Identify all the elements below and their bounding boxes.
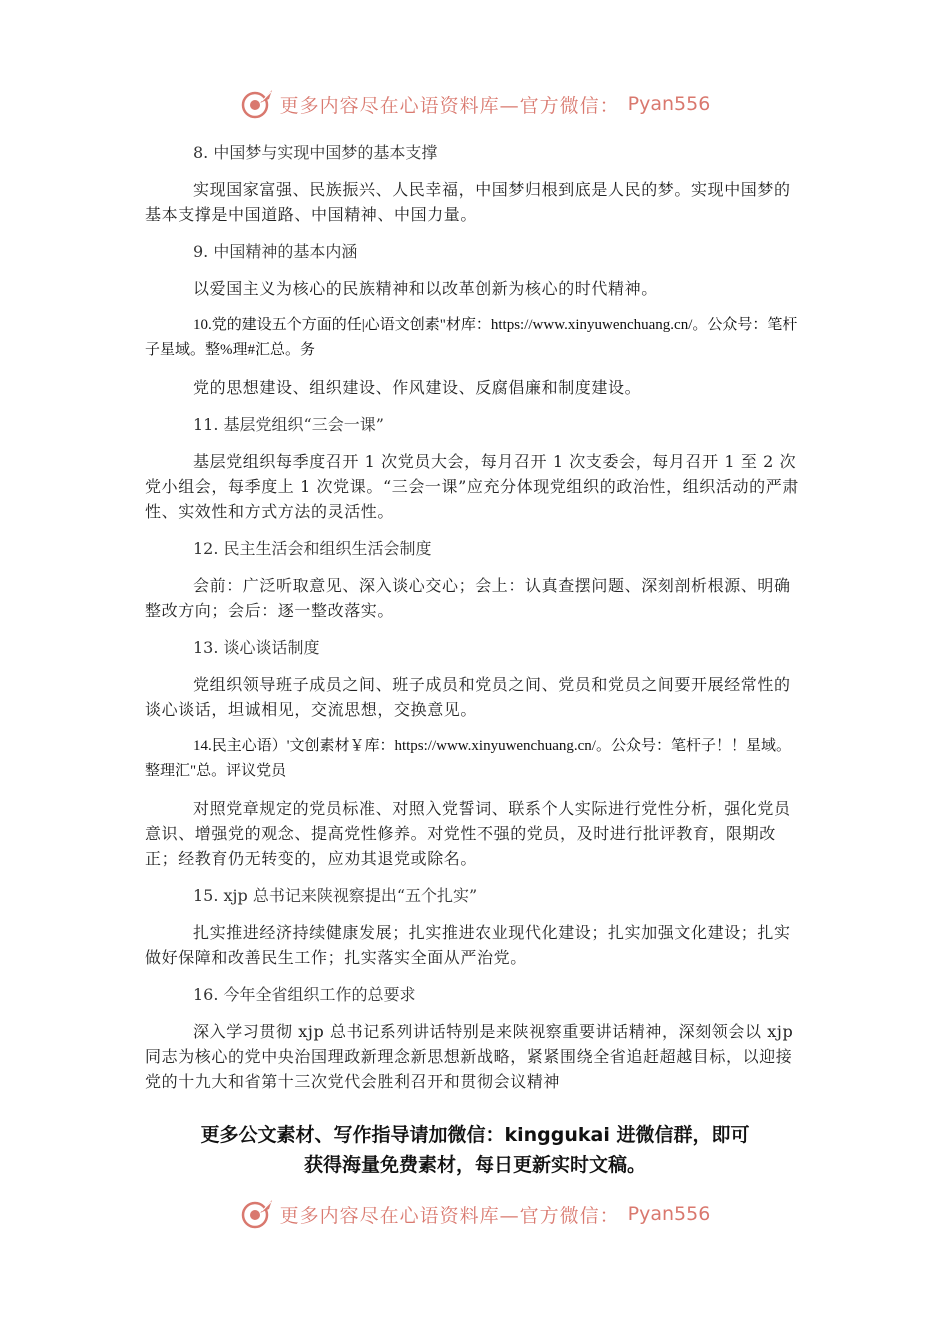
body-paragraph: 党的思想建设、组织建设、作风建设、反腐倡廉和制度建设。 [193, 378, 642, 397]
footer-banner [0, 1194, 950, 1234]
body-paragraph: 深入学习贯彻 xjp 总书记系列讲话特别是来陕视察重要讲话精神，深刻领会以 xjp 同志为核心的党中央治国理政新理念新思想新战略，紧紧围绕全省追赶超越目标，以迎接党的十九大和省第十三次党代会胜利召开和贯彻会议精神 [145, 1022, 794, 1091]
quill-logo-icon [240, 1197, 274, 1231]
body-paragraph: 基层党组织每季度召开 1 次党员大会，每月召开 1 次支委会，每月召开 1 至 2 次党小组会，每季度上 1 次党课。“三会一课”应充分体现党组织的政治性，组织活动的严肃性、实效性和方式方法的灵活性。 [145, 452, 799, 521]
promo-notice [140, 1120, 810, 1180]
header-banner-text: 更多内容尽在心语资料库—官方微信： [279, 94, 620, 117]
watermark-paragraph: 10.党的建设五个方面的任|心语文创素"材库：https://www.xinyuwenchuang.cn/。公众号：笔杆子星域。整%理#汇总。务 [145, 317, 798, 358]
section-heading: 16. 今年全省组织工作的总要求 [193, 985, 416, 1004]
footer-banner-id: Pyan556 [627, 1203, 711, 1225]
body-paragraph: 实现国家富强、民族振兴、人民幸福，中国梦归根到底是人民的梦。实现中国梦的基本支撑是中国道路、中国精神、中国力量。 [145, 180, 791, 224]
body-paragraph: 对照党章规定的党员标准、对照入党誓词、联系个人实际进行党性分析，强化党员意识、增强党的观念、提高党性修养。对党性不强的党员，及时进行批评教育，限期改正；经教育仍无转变的，应劝其退党或除名。 [145, 799, 791, 868]
section-heading: 13. 谈心谈话制度 [193, 638, 320, 657]
watermark-paragraph: 14.民主心语）'文创素材￥库：https://www.xinyuwenchuang.cn/。公众号：笔杆子！！星域。整理汇"总。评议党员 [145, 738, 791, 779]
promo-line-2: 获得海量免费素材，每日更新实时文稿。 [303, 1154, 646, 1176]
body-paragraph: 扎实推进经济持续健康发展；扎实推进农业现代化建设；扎实加强文化建设；扎实做好保障和改善民生工作；扎实落实全面从严治党。 [145, 923, 791, 967]
footer-banner-text: 更多内容尽在心语资料库—官方微信： [279, 1204, 620, 1227]
section-heading: 12. 民主生活会和组织生活会制度 [193, 539, 432, 558]
body-paragraph: 会前：广泛听取意见、深入谈心交心；会上：认真查摆问题、深刻剖析根源、明确整改方向；会后：逐一整改落实。 [145, 576, 791, 620]
quill-logo-icon [240, 87, 274, 121]
section-heading: 11. 基层党组织“三会一课” [193, 415, 384, 434]
section-heading: 9. 中国精神的基本内涵 [193, 242, 358, 261]
document-body [145, 140, 805, 1106]
promo-line-1: 更多公文素材、写作指导请加微信：kinggukai 进微信群，即可 [200, 1124, 750, 1146]
section-heading: 8. 中国梦与实现中国梦的基本支撑 [193, 143, 438, 162]
body-paragraph: 以爱国主义为核心的民族精神和以改革创新为核心的时代精神。 [193, 279, 658, 298]
header-banner [0, 84, 950, 124]
section-heading: 15. xjp 总书记来陕视察提出“五个扎实” [193, 886, 478, 905]
header-banner-id: Pyan556 [627, 93, 711, 115]
body-paragraph: 党组织领导班子成员之间、班子成员和党员之间、党员和党员之间要开展经常性的谈心谈话，坦诚相见，交流思想，交换意见。 [145, 675, 791, 719]
